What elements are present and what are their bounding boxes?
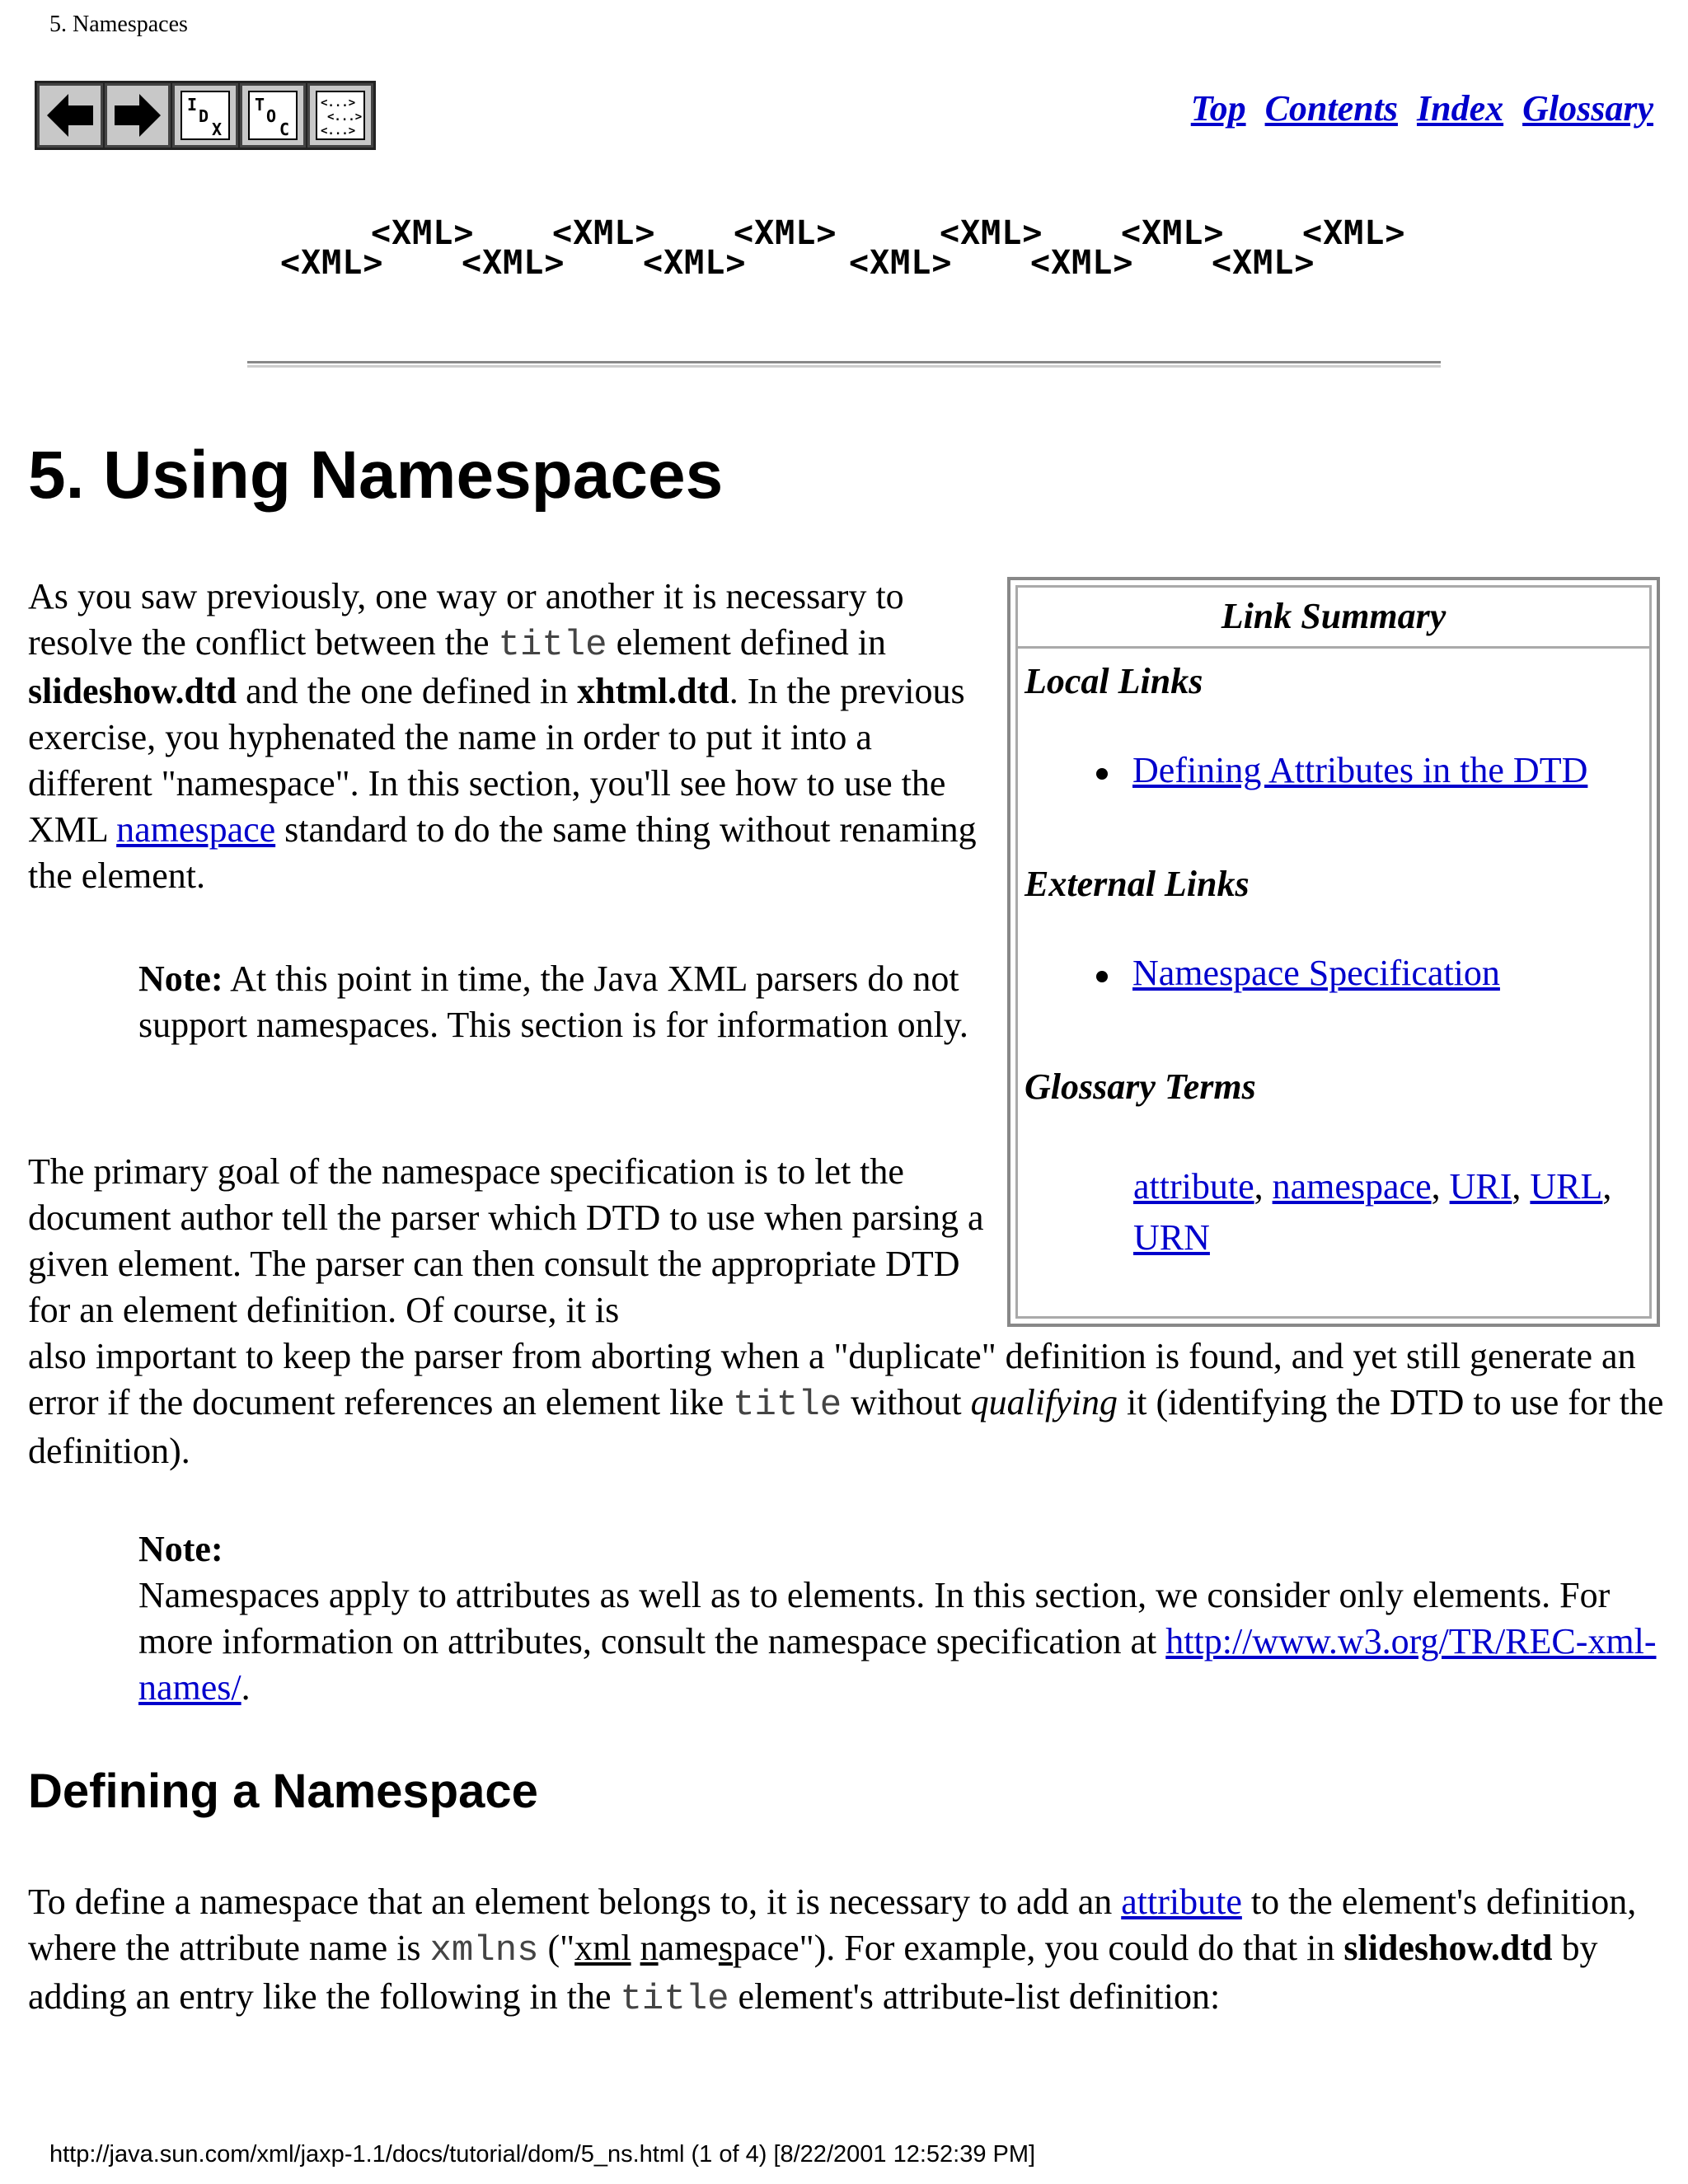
note-label: Note: (138, 958, 223, 999)
arrow-left-icon (45, 92, 95, 138)
xml-banner-tag: <XML> (462, 244, 565, 282)
emphasis-qualifying: qualifying (970, 1382, 1118, 1422)
nav-icon-bar (35, 81, 376, 150)
toc-icon-t: T (255, 95, 265, 115)
intro-paragraph: As you saw previously, one way or another it is necessary to resolve the conflict between the title element defined in slideshow.dtd and the one defined in xhtml.dtd. In the previous exercise, you hyphenated the name in order to put it into a different "namespace". In this section, you'll see how to use the XML namespace standard to do the same thing without renaming the element. (28, 576, 977, 896)
xml-banner-tag: <XML> (280, 244, 384, 282)
link-summary-title: Link Summary (1018, 588, 1649, 649)
xml-code-line-2: <...> (327, 110, 363, 124)
glossary-link[interactable]: Glossary (1522, 88, 1653, 129)
xml-banner-tag: <XML> (1212, 244, 1315, 282)
glossary-urn-link[interactable]: URN (1133, 1217, 1210, 1258)
bullet-icon (1096, 768, 1108, 780)
index-link[interactable]: Index (1416, 88, 1504, 129)
bullet-icon (1096, 971, 1108, 982)
index-button[interactable] (172, 83, 238, 148)
bold-slideshow-dtd: slideshow.dtd (1343, 1928, 1553, 1968)
glossary-terms-list: attribute, namespace, URI, URL, URN (1133, 1166, 1612, 1258)
local-links-heading: Local Links (1025, 661, 1203, 701)
glossary-terms-heading: Glossary Terms (1025, 1066, 1256, 1107)
xml-banner-tag: <XML> (1302, 214, 1406, 252)
xml-banner-tag: <XML> (849, 244, 953, 282)
xml-banner-tag: <XML> (643, 244, 747, 282)
external-link-item (1096, 952, 1500, 994)
attribute-link[interactable]: attribute (1121, 1882, 1242, 1922)
namespace-spec-link[interactable]: Namespace Specification (1132, 953, 1500, 993)
arrow-right-icon (113, 92, 162, 138)
xml-code-line-3: <...> (321, 124, 356, 138)
glossary-uri-link[interactable]: URI (1449, 1166, 1512, 1207)
horizontal-rule (247, 361, 1441, 368)
index-icon (181, 91, 230, 140)
bold-slideshow-dtd: slideshow.dtd (28, 671, 237, 711)
code-title: title (620, 1979, 729, 2020)
note-box (138, 956, 1004, 1048)
code-title: title (733, 1385, 842, 1426)
contents-link[interactable]: Contents (1264, 88, 1398, 129)
index-icon-x: X (212, 120, 223, 139)
xml-banner-tag: <XML> (940, 214, 1043, 252)
glossary-url-link[interactable]: URL (1530, 1166, 1603, 1207)
bold-xhtml-dtd: xhtml.dtd (577, 671, 729, 711)
toc-icon (248, 91, 298, 140)
xml-banner-tag: <XML> (734, 214, 837, 252)
index-icon-d: D (199, 106, 209, 126)
goal-paragraph: The primary goal of the namespace specification is to let the document author tell the parser which DTD to use when parsing a given element. The parser can then consult the appropriate DTD for an element definition. Of course, it is (28, 1151, 984, 1330)
xml-code-button[interactable] (307, 83, 373, 148)
xml-banner-tag: <XML> (371, 214, 475, 252)
xml-code-icon (316, 91, 365, 140)
toc-icon-o: O (266, 106, 277, 126)
index-icon-i: I (187, 95, 198, 115)
xml-banner-tag: <XML> (552, 214, 656, 252)
glossary-namespace-link[interactable]: namespace (1272, 1166, 1432, 1207)
defining-attributes-link[interactable]: Defining Attributes in the DTD (1132, 750, 1588, 790)
goal-paragraph-continued: also important to keep the parser from aborting when a "duplicate" definition is found, and yet still generate an error if the document references an element like title without qualifying it (identifying the DTD to use for the definition). (28, 1336, 1664, 1471)
top-link[interactable]: Top (1190, 88, 1246, 129)
xml-names-spec-link[interactable]: http://www.w3.org/TR/REC-xml-names/ (138, 1621, 1657, 1708)
code-title: title (498, 625, 607, 666)
page-footer-url: http://java.sun.com/xml/jaxp-1.1/docs/tutorial/dom/5_ns.html (1 of 4) [8/22/2001 12:52:39 PM] (49, 2141, 1036, 2168)
xml-code-line-1: <...> (321, 96, 356, 110)
section-heading: Defining a Namespace (28, 1765, 538, 1818)
define-namespace-paragraph: To define a namespace that an element belongs to, it is necessary to add an attribute to the element's definition, where the attribute name is xmlns ("xml namespace"). For example, you could do that in slideshow.dtd by adding an entry like the following in the title element's attribute-list definition: (28, 1882, 1637, 2020)
xml-banner-tag: <XML> (1030, 244, 1134, 282)
note-text: Namespaces apply to attributes as well as to elements. In this section, we consider only elements. For more information on attributes, consult the namespace specification at (138, 1575, 1611, 1661)
page-title: 5. Using Namespaces (28, 438, 724, 513)
local-link-item (1096, 749, 1587, 791)
note-text: At this point in time, the Java XML parsers do not support namespaces. This section is for information only. (138, 958, 968, 1045)
external-links-heading: External Links (1025, 864, 1250, 904)
link-summary-box (1007, 577, 1660, 1327)
toc-icon-c: C (279, 120, 290, 139)
xml-banner (272, 206, 1409, 288)
note-label: Note: (138, 1529, 223, 1569)
top-nav-links (1181, 87, 1653, 129)
xml-banner-tag: <XML> (1121, 214, 1225, 252)
namespace-link[interactable]: namespace (116, 809, 276, 850)
next-button[interactable] (105, 83, 171, 148)
toc-button[interactable] (240, 83, 306, 148)
note-box: Note: Namespaces apply to attributes as well as to elements. In this section, we consider only elements. For more information on attributes, consult the namespace specification at http://www.w3.org/TR/REC-xml-names/. (138, 1529, 1657, 1708)
previous-button[interactable] (37, 83, 103, 148)
code-xmlns: xmlns (429, 1930, 539, 1971)
glossary-attribute-link[interactable]: attribute (1133, 1166, 1254, 1207)
page-header: 5. Namespaces (49, 12, 188, 37)
